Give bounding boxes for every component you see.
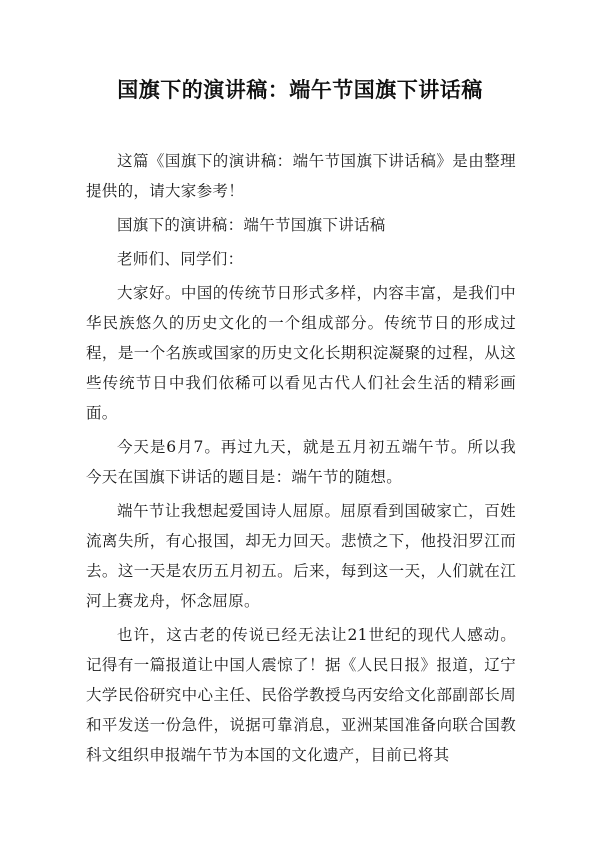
paragraph-greeting: 大家好。中国的传统节日形式多样，内容丰富，是我们中华民族悠久的历史文化的一个组成部分。传统节日的形成过程，是一个名族或国家的历史文化长期积淀凝聚的过程，从这些传统节日中我们依稀可以看见古代人们社会生活的精彩画面。 <box>86 284 516 422</box>
paragraph-quyuan: 端午节让我想起爱国诗人屈原。屈原看到国破家亡，百姓流离失所，有心报国，却无力回天。悲愤之下，他投汨罗江而去。这一天是农历五月初五。后来，每到这一天，人们就在江河上赛龙舟，怀念屈原。 <box>86 502 516 610</box>
paragraph-date: 今天是6月7。再过九天，就是五月初五端午节。所以我今天在国旗下讲话的题目是：端午节的随想。 <box>86 438 516 486</box>
document-body <box>86 146 516 774</box>
paragraph-intro: 这篇《国旗下的演讲稿：端午节国旗下讲话稿》是由整理提供的，请大家参考！ <box>86 152 516 200</box>
paragraph-subtitle: 国旗下的演讲稿：端午节国旗下讲话稿 <box>117 216 386 234</box>
document-title: 国旗下的演讲稿：端午节国旗下讲话稿 <box>117 78 483 102</box>
paragraph-salutation: 老师们、同学们： <box>117 250 244 268</box>
paragraph-report: 也许，这古老的传说已经无法让21世纪的现代人感动。记得有一篇报道让中国人震惊了！据《人民日报》报道，辽宁大学民俗研究中心主任、民俗学教授乌丙安给文化部副部长周和平发送一份急件，说据可靠消息，亚洲某国准备向联合国教科文组织申报端午节为本国的文化遗产，目前已将其 <box>86 626 516 764</box>
